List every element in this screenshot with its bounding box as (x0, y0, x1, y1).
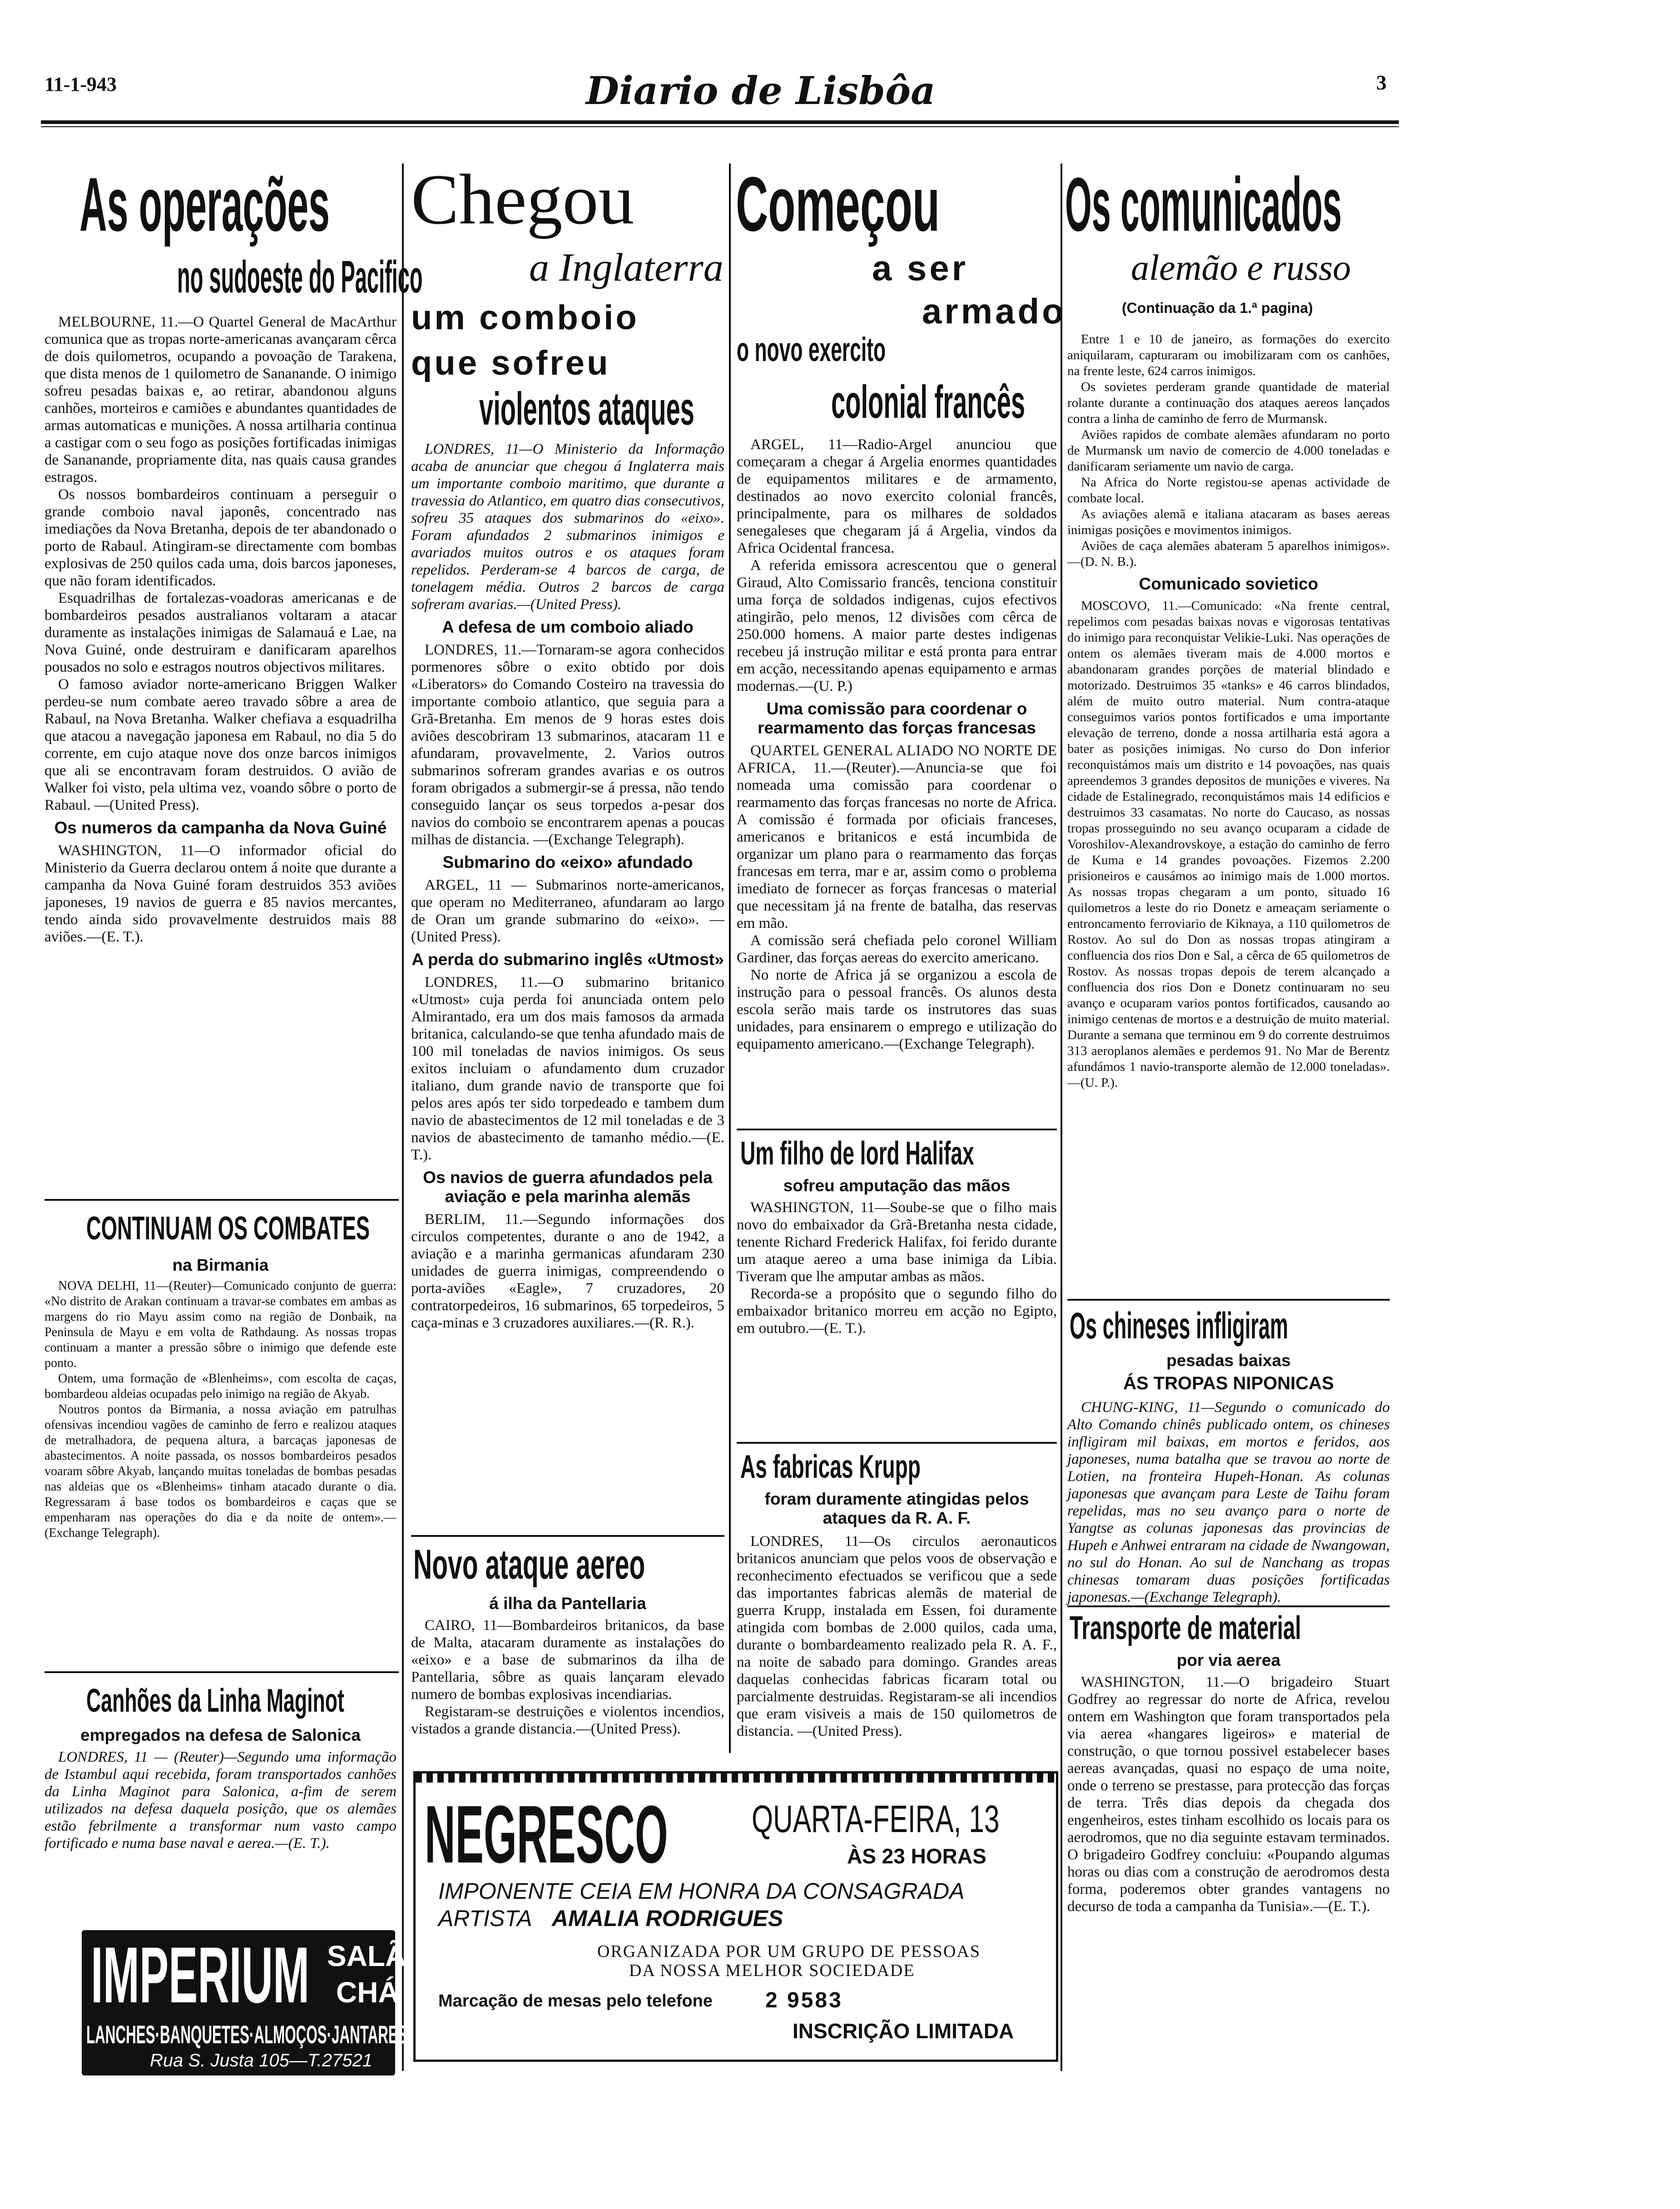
exercito-sub1: Uma comissão para coordenar o rearmamento das forças francesas (758, 699, 1036, 737)
halifax-text2: Recorda-se a propósito que o segundo filho do embaixador britanico morreu em acção no Egipto, em outubro.—(E. T.). (737, 1286, 1057, 1337)
pacifico-paragraph: Os nossos bombardeiros continuam a perseguir o grande comboio naval japonês, concentrado nas imediações da Nova Bretanha, depois de ter abandonado o porto de Rabaul. Atingiram-se directamente com bombas explosivas de 250 quilos cada uma, dois barcos japoneses, que não foram identificados. (45, 486, 396, 589)
imperium-ad (82, 1930, 429, 2075)
comunicados-cont: (Continuação da 1.ª pagina) (1122, 300, 1313, 316)
section-rule (411, 1535, 724, 1537)
krupp-headline: As fabricas Krupp (740, 1449, 921, 1485)
pacifico-sub1: Os numeros da campanha da Nova Guiné (54, 818, 387, 837)
pacifico-headline: As operações (79, 162, 330, 247)
comunicados-paragraph: Aviões de caça alemães abateram 5 aparelhos inimigos».—(D. N. B.). (1067, 539, 1390, 569)
inglaterra-sub3-text: LONDRES, 11.—O submarino britanico «Utmost» cuja perda foi anunciada ontem pelo Almirantado, era um dos mais famosos da armada britanica, calculando-se que tenha afundado mais de 100 mil toneladas de navios inimigos. Os seus exitos incluiam o afundamento dum cruzador italiano, dum grande navio de transporte que foi pelos ares após ter sido torpedeado e tambem dum navio de abastecimentos de 12 mil toneladas e de 3 navios de abastecimento de tamanho médio.—(E. T.). (411, 974, 724, 1163)
pacifico-body (45, 313, 396, 972)
negresco-limited: INSCRIÇÃO LIMITADA (793, 2019, 1014, 2043)
pantellaria-subhead: á ilha da Pantellaria (489, 1594, 646, 1613)
exercito-sub1-text2: A comissão será chefiada pelo coronel William Gardiner, das forças aereas do exercito americano. (737, 932, 1057, 966)
imperium-salao: SALÃO (327, 1940, 429, 1972)
exercito-sub1-text3: No norte de Africa já se organizou a escola de instrução para o pessoal francês. Os alunos desta escola serão mais tarde os instrutores das suas unidades, para ensinarem o emprego e utilização do equipamento americano.—(Exchange Telegraph). (737, 967, 1057, 1052)
negresco-line1: IMPONENTE CEIA EM HONRA DA CONSAGRADA (438, 1878, 965, 1904)
masthead-rule (41, 120, 1399, 124)
exercito-headline: Começou (736, 161, 940, 248)
negresco-phone-label: Marcação de mesas pelo telefone (438, 1991, 713, 2011)
exercito-headline4: o novo exercito (737, 331, 886, 368)
birmania-subhead: na Birmania (172, 1256, 269, 1274)
maginot-headline-box (86, 1683, 404, 1719)
halifax-headline-box (740, 1135, 1058, 1172)
negresco-line2b: AMALIA RODRIGUES (552, 1906, 783, 1931)
inglaterra-sub3: A perda do submarino inglês «Utmost» (411, 950, 724, 969)
exercito-body (737, 436, 1057, 1126)
section-rule (45, 1199, 399, 1201)
inglaterra-body (411, 441, 724, 1540)
section-rule (737, 1129, 1057, 1130)
exercito-headline3: armado (922, 291, 1066, 331)
birmania-paragraph: Noutros pontos da Birmania, a nossa aviação em patrulhas ofensivas incendiou vagões de caminho de ferro e realizou ataques de metralhadora, de pequena altura, a barcaças japonesas de abastecimentos. A noite passada, os nossos bombardeiros pesados voaram sôbre Akyab, lançando muitas toneladas de bombas pesadas nas aldeias que os «Blenheims» tinham atacado durante o dia. Regressaram á base todos os bombardeiros e caças que se empenharam nas operações do dia e da noite de ontem».—(Exchange Telegraph). (45, 1402, 396, 1540)
birmania-body (45, 1278, 396, 1669)
pantellaria-body (411, 1617, 724, 1762)
maginot-subhead: empregados na defesa de Salonica (80, 1726, 361, 1744)
negresco-org1: ORGANIZADA POR UM GRUPO DE PESSOAS (597, 1942, 981, 1961)
comunicados-sub1-text: MOSCOVO, 11.—Comunicado: «Na frente central, repelimos com pesadas baixas novas e vigorosas tentativas do inimigo para reconquistar Velikie-Luki. Nas operações de ontem os alemães tiveram mais de 4.000 mortos e abandonaram grandes porções de material blindado e motorizado. Destruimos 35 «tanks» e 46 carros blindados, além de muito outro material. Num contra-ataque conseguimos varios pontos fortificados e uma importante elevação de terreno, donde a nossa artilharia está agora a bater as posições inimigas. No curso do Don inferior reconquistámos mais um distrito e 14 povoações, nas quais apreendemos 3 grandes depositos de munições e viveres. Na cidade de Estalinegrado, reconquistámos mais 14 edificios e destruimos 33 casamatas. No norte do Caucaso, as nossas tropas prosseguindo no seu avanço ocuparam a cidade de Voroshilov-Alexandrovskoye, a estação do caminho de ferro de Kuma e 14 grandes povoações. Fizemos 2.200 prisioneiros e causámos ao inimigo mais de 1.000 mortos. As nossas tropas chegaram a um ponto, situado 16 quilometros a leste do rio Donetz e ameaçam seriamente o entroncamento ferroviario de Kiknaya, a 110 quilometros de Rostov. Ao sul do Don as nossas tropas atingiram a confluencia dos rios Don e Sal, a cêrca de 65 quilometros de Rostov. As nossas tropas depois de terem alcançado a confluencia dos rios Don e Donetz continuaram no seu avanço e ocuparam varios pontos fortificados, causando ao inimigo centenas de mortos e a destruição de muito material. Durante a semana que terminou em 9 do corrente destruimos 313 aeroplanos alemães e perdemos 91. No Mar de Berentz afundámos 1 navio-transporte alemão de 12.000 toneladas».—(U. P.). (1067, 599, 1390, 1090)
exercito-headline2: a ser (872, 248, 969, 288)
chineses-subhead2: ÁS TROPAS NIPONICAS (1123, 1373, 1334, 1393)
section-rule (737, 1442, 1057, 1444)
pacifico-subhead: no sudoeste do Pacifico (177, 252, 423, 302)
masthead-rule-thin (41, 126, 1399, 127)
masthead-title: Diario de Lisbôa (586, 68, 936, 113)
inglaterra-sub4-text: BERLIM, 11.—Segundo informações dos circulos competentes, durante o ano de 1942, a aviação e a marinha germanicas afundaram 230 unidades de guerra inimigas, compreendendo o porta-aviões «Eagle», 7 cruzadores, 20 contratorpedeiros, 16 submarinos, 65 torpedeiros, 5 caça-minas e 3 cruzadores auxiliares.—(R. R.). (411, 1211, 724, 1331)
inglaterra-sub4: Os navios de guerra afundados pela aviação e pela marinha alemãs (423, 1168, 713, 1206)
exercito-headline5: colonial francês (831, 376, 1026, 428)
page-number: 3 (1376, 71, 1387, 94)
pacifico-paragraph: Esquadrilhas de fortalezas-voadoras americanas e de bombardeiros pesados australianos voltaram a atacar duramente as instalações inimigas de Salamauá e Lae, na Nova Guiné, onde destruiram e danificaram aparelhos pousados no solo e estragos noutros objectivos militares. (45, 590, 396, 675)
negresco-phone: 2 9583 (765, 1988, 843, 2012)
chineses-subhead: pesadas baixas (1166, 1351, 1291, 1370)
krupp-subhead: foram duramente atingidas pelos ataques da R. A. F. (764, 1490, 1029, 1527)
halifax-subhead: sofreu amputação das mãos (783, 1176, 1011, 1195)
exercito-headline5-box (831, 377, 1063, 427)
birmania-paragraph: Ontem, uma formação de «Blenheims», com escolta de caças, bombardeou aldeias ocupadas pelo inimigo na região de Akyab. (45, 1372, 396, 1401)
pacifico-paragraph: MELBOURNE, 11.—O Quartel General de MacArthur comunica que as tropas norte-americanas avançaram cêrca de dois quilometros, ocupando a povoação de Tarakena, que dista menos de 1 quilometro de Sananande. O inimigo sofreu pesadas baixas e, ao retirar, abandonou alguns canhões, morteiros e camiões e abundantes quantidades de armas automaticas e munições. A nossa artilharia continua a castigar com o seu fogo as posições fortificadas inimigas de Sananande, propriamente dita, nas quais causa grandes estragos. (45, 314, 396, 485)
column-rule (1061, 163, 1062, 2071)
halifax-headline: Um filho de lord Halifax (740, 1135, 974, 1172)
inglaterra-headline3: um comboio (411, 298, 639, 337)
inglaterra-sub1: A defesa de um comboio aliado (442, 618, 694, 636)
exercito-lead: ARGEL, 11—Radio-Argel anunciou que começaram a chegar á Argelia enormes quantidades de equipamentos militares e de armamento, destinados ao novo exercito colonial francês, principalmente, para os milhares de soldados senegaleses que chegaram já á Argelia, vindos da Africa Ocidental francesa. (737, 436, 1057, 556)
krupp-body: LONDRES, 11—Os circulos aeronauticos britanicos anunciam que pelos voos de observação e reconhecimento efectuados se verificou que a sede das importantes fabricas alemãs de material de guerra Krupp, instalada em Essen, foi duramente atingida com bombas de 2.000 quilos, cada uma, durante o bombardeamento realizado pela R. A. F., na noite de sabado para domingo. Grandes areas daquelas conhecidas fabricas ficaram total ou parcialmente destruidas. Registaram-se ali incendios que eram visiveis a mais de 150 quilometros de distancia. —(United Press). (737, 1533, 1057, 1739)
pantellaria-text2: Registaram-se destruições e violentos incendios, vistados a grande distancia.—(United Press). (411, 1704, 724, 1737)
inglaterra-headline: Chegou (411, 160, 634, 239)
pacifico-headline-box (79, 163, 397, 245)
birmania-headline: CONTINUAM OS COMBATES (86, 1210, 370, 1247)
krupp-headline-box (740, 1449, 1058, 1485)
transporte-subhead: por via aerea (1176, 1651, 1281, 1669)
imperium-tagline: LANCHES·BANQUETES·ALMOÇOS·JANTARES (86, 2020, 407, 2049)
pacifico-sub1-text: WASHINGTON, 11—O informador oficial do Ministerio da Guerra declarou ontem á noite que durante a campanha da Nova Guiné foram destruidos 353 aviões japoneses, 19 navios de guerra e 85 navios mercantes, tendo ainda sido provavelmente destruidos mais 88 aviões.—(E. T.). (45, 842, 396, 945)
imperium-cha: CHÁ (336, 1976, 399, 2009)
exercito-headline4-box (737, 332, 991, 368)
pacifico-subhead-box (177, 252, 423, 302)
comunicados-headline-box (1065, 163, 1392, 245)
chineses-body: CHUNG-KING, 11—Segundo o comunicado do Alto Comando chinês publicado ontem, os chineses infligiram mil baixas, em mortos e feridos, aos japoneses, numa batalha que se travou ao norte de Lotien, na fronteira Hupeh-Honan. As colunas japonesas que avançam para Leste de Taihu foram repelidas, mas no seu avanço para o norte de Yangtse as colunas japonesas das provincias de Hupeh e Anhwei entraram na cidade de Nwangowan, no sul do Honan. Ao sul de Nanchang as tropas chinesas tomaram duas posições fortificadas japonesas.—(Exchange Telegraph). (1067, 1399, 1390, 1605)
chineses-headline: Os chineses infligiram (1070, 1305, 1288, 1347)
maginot-headline: Canhões da Linha Maginot (86, 1683, 344, 1719)
inglaterra-lead: LONDRES, 11—O Ministerio da Informação acaba de anunciar que chegou á Inglaterra mais um importante comboio maritimo, que durante a travessia do Atlantico, em quatro dias consecutivos, sofreu 35 ataques dos submarinos do «eixo». Foram afundados 2 submarinos inimigos e avariados muitos outros e os ataques foram repelidos. Perderam-se 4 barcos de carga, de tonelagem média. Outros 2 barcos de carga sofreram avarias.—(United Press). (411, 441, 724, 613)
transporte-body: WASHINGTON, 11.—O brigadeiro Stuart Godfrey ao regressar do norte de Africa, revelou ontem em Washington que foram transportados pela via aerea «hangares ligeiros» e material de construção, o que tornou possivel estabelecer bases aereas avançadas, quasi no espaço de uma noite, onde o terreno se prestasse, para protecção das forças de terra. Três dias depois da chegada dos engenheiros, estes tinham escolhido os locais para os aerodromos, que no dia seguinte estavam terminados. O brigadeiro Godfrey concluiu: «Poupando algumas horas ou dias com a construção de aerodromos desta forma, poderemos obter grandes vantagens no decurso de toda a campanha da Tunisia».—(E. T.). (1067, 1674, 1390, 1915)
negresco-name: NEGRESCO (425, 1789, 668, 1880)
pantellaria-headline: Novo ataque aereo (413, 1541, 645, 1588)
inglaterra-headline4: que sofreu (411, 344, 610, 382)
imperium-address: Rua S. Justa 105—T.27521 (150, 2051, 372, 2070)
negresco-time: ÀS 23 HORAS (847, 1844, 986, 1868)
halifax-body (737, 1199, 1057, 1440)
chineses-headline-box (1070, 1306, 1392, 1347)
exercito-sub1-text: QUARTEL GENERAL ALIADO NO NORTE DE AFRICA, 11.—(Reuter).—Anuncia-se que foi nomeada uma comissão para coordenar o rearmamento das forças francesas no norte de Africa. A comissão é formada por oficiais franceses, americanos e britanicos e está incumbida de organizar um plano para o rearmamento das forças francesas em terra, mar e ar, assim como o problema imediato de fornecer as forças francesas o material que necessitam já na frente de batalha, das reservas em mão. (737, 743, 1057, 931)
inglaterra-headline2: a Inglaterra (529, 246, 724, 290)
comunicados-paragraph: Os sovietes perderam grande quantidade de material rolante durante a continuação dos ataques aereos lançados contra a linha de caminho de ferro de Murmansk. (1067, 380, 1390, 426)
inglaterra-sub1-text: LONDRES, 11.—Tornaram-se agora conhecidos pormenores sôbre o exito obtido por dois «Liberators» do Comando Costeiro na travessia do importante comboio atlantico, que seguia para a Grã-Bretanha. Em menos de 9 horas estes dois aviões descobriram 13 submarinos, atacaram 11 e afundaram, provavelmente, 2. Varios outros submarinos sofreram grandes avarias e os outros foram obrigados a submergir-se á pressa, não tendo conseguido lançar os seus torpedos a-pesar dos navios do comboio se encontrarem apenas a poucas milhas de distancia. —(Exchange Telegraph). (411, 642, 724, 848)
comunicados-paragraph: As aviações alemã e italiana atacaram as bases aereas inimigas posições e movimentos inimigos. (1067, 507, 1390, 537)
halifax-text: WASHINGTON, 11—Soube-se que o filho mais novo do embaixador da Grã-Bretanha nesta cidade, tenente Richard Frederick Halifax, foi ferido durante um ataque aereo a uma base inimiga da Libia. Tiveram que lhe amputar ambas as mãos. (737, 1199, 1057, 1285)
negresco-ad (413, 1771, 1058, 2062)
inglaterra-headline5-box (479, 384, 731, 434)
inglaterra-headline5: violentos ataques (479, 383, 694, 435)
comunicados-paragraph: Aviões rapidos de combate alemães afundaram no porto de Murmansk um navio de comercio de 4.000 toneladas e danificaram seriamente um navio de carga. (1067, 427, 1390, 474)
exercito-lead2: A referida emissora acrescentou que o general Giraud, Alto Comissario francês, tenciona constituir uma força de soldados indigenas, cujos efectivos atingirão, pelo menos, 12 divisões com cêrca de 250.000 homens. A maior parte destes indigenas recebeu já instrução militar e está pronta para entrar em acção, necessitando apenas equipamento e armas modernas.—(U. P.) (737, 557, 1057, 694)
birmania-paragraph: NOVA DELHI, 11—(Reuter)—Comunicado conjunto de guerra: «No distrito de Arakan continuam a travar-se combates em ambas as margens do rio Mayu assim como na região de Donbaik, na Peninsula de Mayu e em volta de Rathdaung. As nossas tropas continuam a manter a pressão sôbre o inimigo que defende este ponto. (45, 1279, 396, 1370)
pantellaria-text: CAIRO, 11—Bombardeiros britanicos, da base de Malta, atacaram duramente as instalações do «eixo» e a base de submarinos da ilha de Pantellaria, sôbre as quais lançaram elevado numero de bombas explosivas incendiarias. (411, 1617, 724, 1703)
imperium-name: IMPERIUM (91, 1931, 310, 2020)
exercito-headline-box (736, 161, 1063, 248)
inglaterra-sub2: Submarino do «eixo» afundado (442, 853, 693, 872)
transporte-headline-box (1070, 1610, 1392, 1646)
masthead-date: 11-1-943 (45, 73, 117, 95)
comunicados-sub1: Comunicado sovietico (1139, 575, 1318, 593)
birmania-headline-box (86, 1210, 404, 1247)
transporte-headline: Transporte de material (1070, 1610, 1301, 1646)
section-rule (1067, 1299, 1390, 1301)
comunicados-body (1067, 332, 1390, 1299)
pantellaria-headline-box (413, 1542, 727, 1587)
negresco-date: QUARTA-FEIRA, 13 (752, 1798, 1000, 1840)
negresco-org2: DA NOSSA MELHOR SOCIEDADE (629, 1961, 915, 1980)
column-rule (402, 163, 404, 2071)
pacifico-paragraph: O famoso aviador norte-americano Briggen Walker perdeu-se num combate aereo travado sôbre a area de Rabaul, na Nova Bretanha. Walker chefiava a esquadrilha que atacou a navegação japonesa em Rabaul, no dia 5 do corrente, em cujo ataque nove dos onze barcos inimigos que ali se encontravam foram destruidos. O avião de Walker foi visto, pela ultima vez, voando sôbre o porto de Rabaul. —(United Press). (45, 676, 396, 813)
comunicados-subhead: alemão e russo (1131, 248, 1351, 288)
comunicados-paragraph: Na Africa do Norte registou-se apenas actividade de combate local. (1067, 475, 1390, 505)
inglaterra-sub2-text: ARGEL, 11 — Submarinos norte-americanos, que operam no Mediterraneo, afundaram ao largo de Oran um grande submarino do «eixo». —(United Press). (411, 877, 724, 945)
maginot-body: LONDRES, 11 — (Reuter)—Segundo uma informação de Istambul aqui recebida, foram transportados canhões da Linha Maginot para Salonica, a-fim de serem utilizados na defesa daquela posição, que os alemães estão febrilmente a transformar num vasto campo fortificado e numa base naval e aerea.—(E. T.). (45, 1749, 396, 1852)
comunicados-paragraph: Entre 1 e 10 de janeiro, as formações do exercito aniquilaram, capturaram ou imobilizaram com os canhões, na frente leste, 624 carros inimigos. (1067, 332, 1390, 378)
section-rule (45, 1671, 399, 1673)
comunicados-headline: Os comunicados (1065, 162, 1342, 247)
negresco-line2a: ARTISTA (438, 1906, 532, 1931)
section-rule (1067, 1605, 1390, 1607)
